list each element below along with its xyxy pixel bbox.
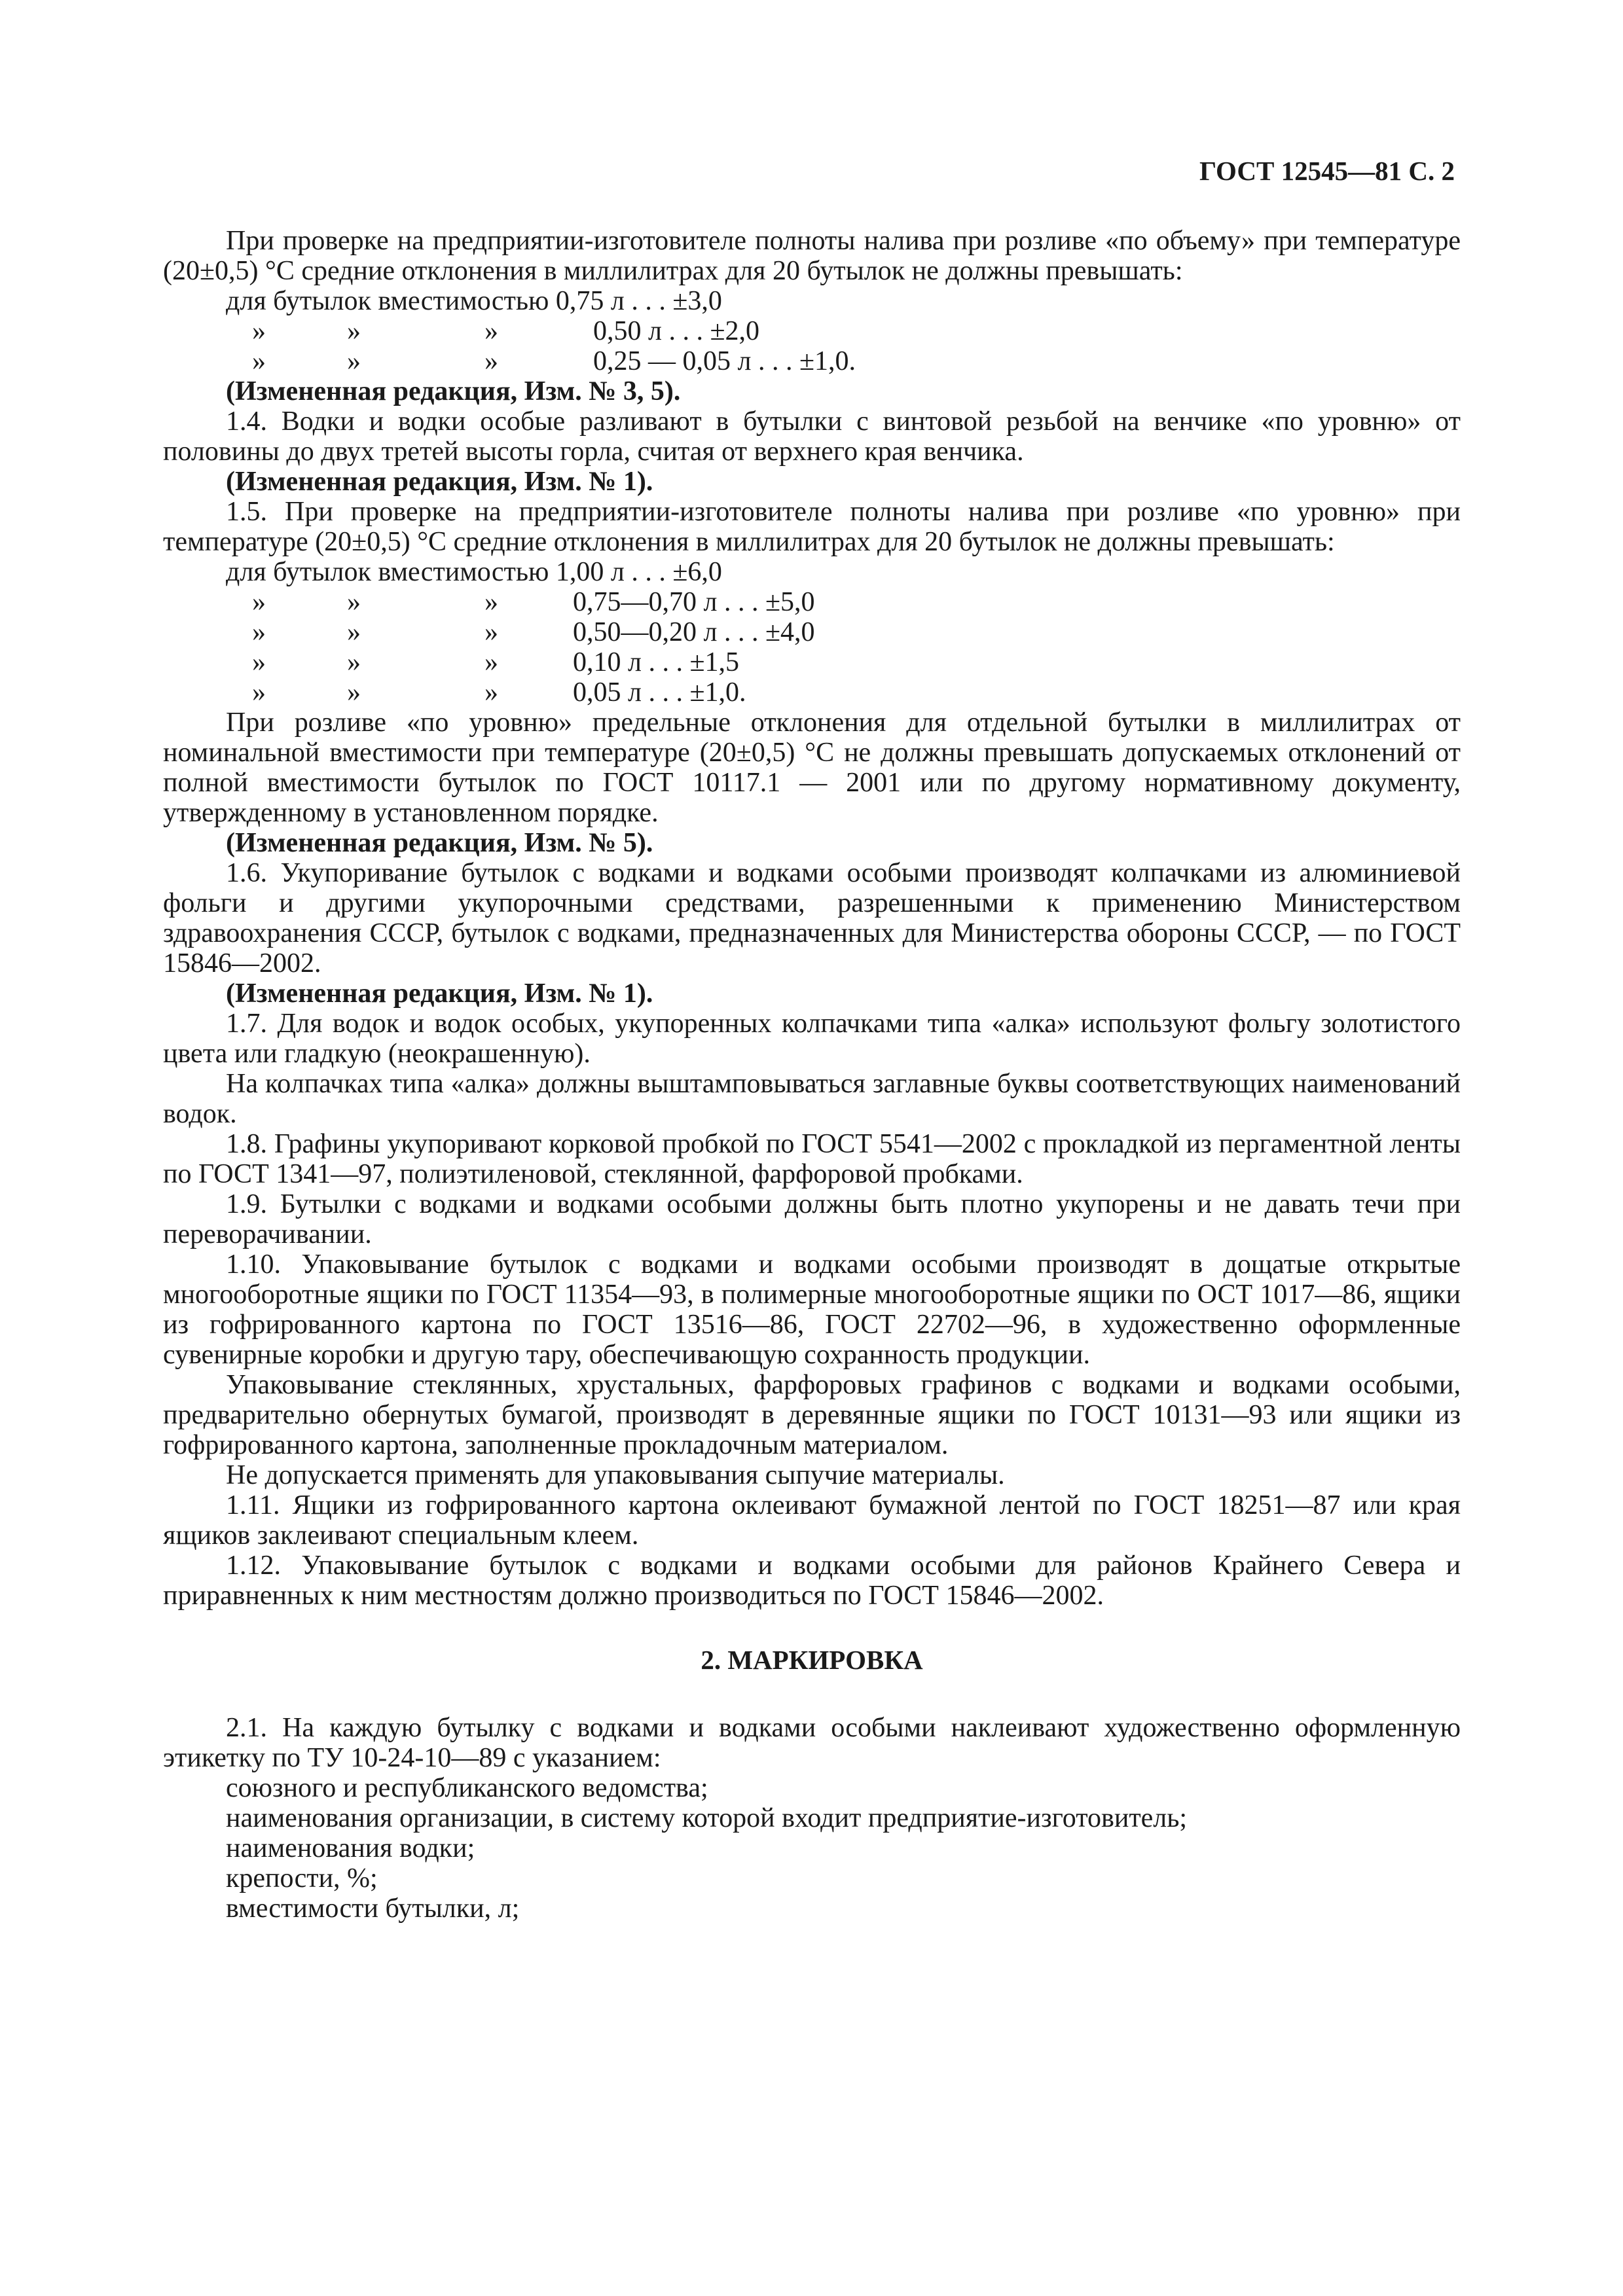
- paragraph: При розливе «по уровню» предельные отклонения для отдельной бутылки в миллилитрах от номинальной вместимости при температуре (20±0,5) °С не должны превышать допускаемых отклонений от полной вместимости бутылок по ГОСТ 10117.1 — 2001 или по другому нормативному документу, утвержденному в установленном порядке.: [163, 708, 1461, 828]
- table-value: 0,50 л . . . ±2,0: [593, 316, 760, 346]
- table-value: 0,05 л . . . ±1,0.: [573, 677, 746, 708]
- ditto-mark: »: [347, 677, 361, 708]
- ditto-mark: »: [252, 346, 266, 376]
- ditto-mark: »: [252, 587, 266, 617]
- ditto-mark: »: [484, 617, 498, 647]
- paragraph: На колпачках типа «алка» должны выштамповываться заглавные буквы соответствующих наименований водок.: [163, 1069, 1461, 1129]
- ditto-mark: »: [252, 677, 266, 708]
- page-header: ГОСТ 12545—81 С. 2: [1199, 156, 1455, 186]
- ditto-row: [163, 647, 1461, 677]
- list-item: наименования организации, в систему которой входит предприятие-изготовитель;: [226, 1803, 1188, 1833]
- amendment-note: (Измененная редакция, Изм. № 1).: [226, 467, 653, 497]
- ditto-mark: »: [484, 346, 498, 376]
- table-line: для бутылок вместимостью 0,75 л . . . ±3,0: [226, 286, 722, 316]
- paragraph: Не допускается применять для упаковывания сыпучие материалы.: [226, 1460, 1005, 1490]
- ditto-row: [163, 617, 1461, 647]
- paragraph: Упаковывание стеклянных, хрустальных, фарфоровых графинов с водками и водками особыми, предварительно обернутых бумагой, производят в деревянные ящики по ГОСТ 10131—93 или ящики из гофрированного картона, заполненные прокладочным материалом.: [163, 1370, 1461, 1460]
- ditto-row: [163, 316, 1461, 346]
- ditto-row: [163, 346, 1461, 376]
- table-value: 0,25 — 0,05 л . . . ±1,0.: [593, 346, 856, 376]
- ditto-row: [163, 677, 1461, 708]
- paragraph: 1.7. Для водок и водок особых, укупоренных колпачками типа «алка» используют фольгу золотистого цвета или гладкую (неокрашенную).: [163, 1009, 1461, 1069]
- table-value: 0,75—0,70 л . . . ±5,0: [573, 587, 815, 617]
- ditto-mark: »: [484, 677, 498, 708]
- amendment-note: (Измененная редакция, Изм. № 3, 5).: [226, 376, 681, 406]
- paragraph: 1.8. Графины укупоривают корковой пробкой по ГОСТ 5541—2002 с прокладкой из пергаментной ленты по ГОСТ 1341—97, полиэтиленовой, стеклянной, фарфоровой пробками.: [163, 1129, 1461, 1189]
- list-item: наименования водки;: [226, 1833, 475, 1863]
- table-value: 0,50—0,20 л . . . ±4,0: [573, 617, 815, 647]
- ditto-mark: »: [347, 316, 361, 346]
- paragraph: 1.5. При проверке на предприятии-изготовителе полноты налива при розливе «по уровню» при температуре (20±0,5) °С средние отклонения в миллилитрах для 20 бутылок не должны превышать:: [163, 497, 1461, 557]
- paragraph: 1.11. Ящики из гофрированного картона оклеивают бумажной лентой по ГОСТ 18251—87 или края ящиков заклеивают специальным клеем.: [163, 1490, 1461, 1551]
- ditto-mark: »: [252, 617, 266, 647]
- ditto-row: [163, 587, 1461, 617]
- paragraph: 1.10. Упаковывание бутылок с водками и водками особыми производят в дощатые открытые многооборотные ящики по ГОСТ 11354—93, в полимерные многооборотные ящики по ОСТ 1017—86, ящики из гофрированного картона по ГОСТ 13516—86, ГОСТ 22702—96, в художественно оформленные сувенирные коробки и другую тару, обеспечивающую сохранность продукции.: [163, 1249, 1461, 1370]
- paragraph: 1.6. Укупоривание бутылок с водками и водками особыми производят колпачками из алюминиевой фольги и другими укупорочными средствами, разрешенными к применению Министерством здравоохранения СССР, бутылок с водками, предназначенных для Министерства обороны СССР, — по ГОСТ 15846—2002.: [163, 858, 1461, 978]
- ditto-mark: »: [484, 647, 498, 677]
- ditto-mark: »: [347, 647, 361, 677]
- table-value: 0,10 л . . . ±1,5: [573, 647, 740, 677]
- table-line: для бутылок вместимостью 1,00 л . . . ±6,0: [226, 557, 722, 587]
- paragraph: 1.9. Бутылки с водками и водками особыми должны быть плотно укупорены и не давать течи при переворачивании.: [163, 1189, 1461, 1249]
- list-item: крепости, %;: [226, 1863, 378, 1893]
- amendment-note: (Измененная редакция, Изм. № 1).: [226, 978, 653, 1009]
- paragraph: 2.1. На каждую бутылку с водками и водками особыми наклеивают художественно оформленную этикетку по ТУ 10-24-10—89 с указанием:: [163, 1713, 1461, 1773]
- list-item: вместимости бутылки, л;: [226, 1893, 520, 1924]
- ditto-mark: »: [347, 587, 361, 617]
- list-item: союзного и республиканского ведомства;: [226, 1773, 708, 1803]
- ditto-mark: »: [252, 316, 266, 346]
- ditto-mark: »: [347, 346, 361, 376]
- document-body: [163, 226, 1461, 1924]
- section-heading: 2. МАРКИРОВКА: [701, 1645, 923, 1675]
- ditto-mark: »: [484, 316, 498, 346]
- ditto-mark: »: [252, 647, 266, 677]
- paragraph: При проверке на предприятии-изготовителе полноты налива при розливе «по объему» при температуре (20±0,5) °С средние отклонения в миллилитрах для 20 бутылок не должны превышать:: [163, 226, 1461, 286]
- ditto-mark: »: [347, 617, 361, 647]
- ditto-mark: »: [484, 587, 498, 617]
- paragraph: 1.4. Водки и водки особые разливают в бутылки с винтовой резьбой на венчике «по уровню» от половины до двух третей высоты горла, считая от верхнего края венчика.: [163, 406, 1461, 467]
- paragraph: 1.12. Упаковывание бутылок с водками и водками особыми для районов Крайнего Севера и приравненных к ним местностям должно производиться по ГОСТ 15846—2002.: [163, 1551, 1461, 1611]
- amendment-note: (Измененная редакция, Изм. № 5).: [226, 828, 653, 858]
